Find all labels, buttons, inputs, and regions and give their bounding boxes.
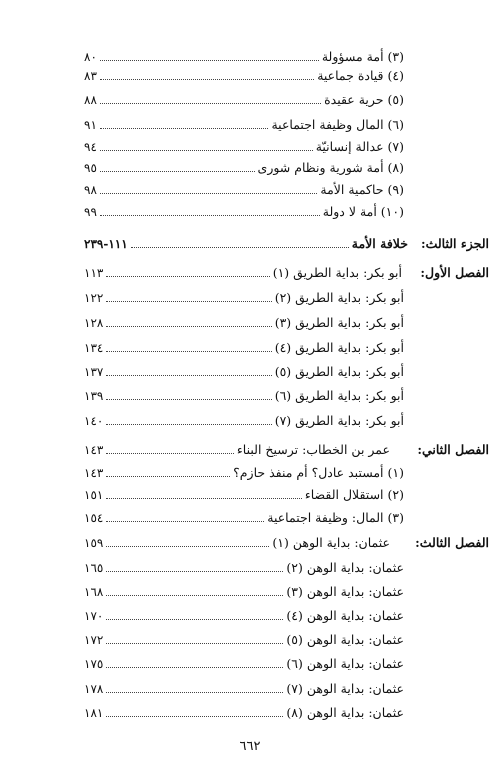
dot-leader (106, 475, 230, 477)
toc-section-label: الفصل الثالث: (415, 535, 489, 550)
toc-entry-page: ١٧٨ (84, 682, 104, 696)
dot-leader (131, 246, 349, 248)
toc-entry-page: ١٥٤ (84, 511, 104, 525)
toc-entry-title: أبو بكر: بداية الطريق (٧) (274, 413, 404, 428)
page-number: ٦٦٢ (239, 739, 261, 754)
dot-leader (100, 170, 255, 172)
toc-entry-title: أبو بكر: بداية الطريق (١) (272, 265, 402, 280)
toc-entry (84, 630, 404, 650)
dot-leader (106, 618, 283, 620)
dot-leader (106, 666, 283, 668)
dot-leader (106, 423, 271, 425)
toc-entry (84, 558, 404, 578)
dot-leader (106, 570, 283, 572)
toc-entry (84, 703, 404, 723)
toc-entry (84, 263, 402, 283)
toc-entry-title: (٤) قيادة جماعية (317, 68, 404, 83)
toc-entry-page: ٩٨ (84, 183, 97, 197)
dot-leader (106, 642, 283, 644)
toc-entry-page: ١١١-٢٣٩ (84, 237, 128, 251)
toc-entry-page: ٩١ (84, 118, 97, 132)
dot-leader (100, 192, 317, 194)
toc-entry (84, 66, 404, 86)
toc-entry (84, 463, 404, 483)
toc-entry (84, 90, 404, 110)
dot-leader (100, 127, 269, 129)
toc-entry-title: أبو بكر: بداية الطريق (٥) (274, 364, 404, 379)
dot-leader (100, 78, 314, 80)
toc-entry-title: (٣) المال: وظيفة اجتماعية (267, 510, 404, 525)
toc-entry-title: (١٠) أمة لا دولة (322, 204, 404, 219)
toc-entry-page: ١٦٥ (84, 561, 104, 575)
dot-leader (100, 149, 313, 151)
toc-entry-title: (٧) عدالة إنسانيّة (315, 139, 404, 154)
dot-leader (106, 520, 264, 522)
toc-entry-page: ١٤٣ (84, 466, 104, 480)
toc-entry (84, 202, 404, 222)
dot-leader (100, 59, 319, 61)
toc-entry-page: ٨٠ (84, 50, 97, 64)
toc-entry (84, 485, 404, 505)
toc-entry (84, 288, 404, 308)
toc-entry-title: (٨) أمة شورية ونظام شورى (257, 160, 404, 175)
toc-entry (84, 313, 404, 333)
dot-leader (100, 102, 321, 104)
toc-entry-title: عثمان: بداية الوهن (٣) (286, 584, 404, 599)
toc-entry-page: ١٥٩ (84, 536, 104, 550)
toc-entry-title: (٦) المال وظيفة اجتماعية (271, 117, 404, 132)
toc-entry (84, 533, 390, 553)
toc-entry (84, 411, 404, 431)
dot-leader (106, 275, 269, 277)
toc-entry-title: عثمان: بداية الوهن (٦) (286, 656, 404, 671)
toc-entry-title: (١) أمستبد عادل؟ أم منفذ حازم؟ (233, 465, 404, 480)
toc-entry-page: ١٥١ (84, 488, 104, 502)
toc-entry-title: أبو بكر: بداية الطريق (٢) (274, 290, 404, 305)
toc-entry-title: عثمان: بداية الوهن (٤) (286, 608, 404, 623)
dot-leader (106, 325, 271, 327)
toc-entry-page: ١٦٨ (84, 585, 104, 599)
toc-entry-page: ٩٥ (84, 161, 97, 175)
toc-entry (84, 180, 404, 200)
dot-leader (106, 300, 271, 302)
dot-leader (100, 214, 320, 216)
toc-entry-title: عثمان: بداية الوهن (٥) (286, 632, 404, 647)
toc-entry-title: خلافة الأمة (351, 236, 408, 251)
toc-entry-page: ١٧٢ (84, 633, 104, 647)
dot-leader (106, 398, 271, 400)
toc-entry (84, 234, 408, 254)
toc-entry-title: (٥) حرية عقيدة (324, 92, 404, 107)
toc-entry-title: عثمان: بداية الوهن (١) (272, 535, 390, 550)
dot-leader (106, 594, 283, 596)
toc-section-label: الجزء الثالث: (420, 236, 489, 251)
toc-entry-title: أبو بكر: بداية الطريق (٤) (274, 340, 404, 355)
toc-entry (84, 137, 404, 157)
toc-entry (84, 582, 404, 602)
toc-entry-page: ١٧٠ (84, 609, 104, 623)
toc-entry-title: (٩) حاكمية الأمة (320, 182, 404, 197)
toc-entry-title: عثمان: بداية الوهن (٢) (286, 560, 404, 575)
dot-leader (106, 715, 283, 717)
toc-entry (84, 679, 404, 699)
toc-entry-title: (٣) أمة مسؤولة (321, 49, 404, 64)
toc-entry-page: ١٧٥ (84, 657, 104, 671)
toc-entry-page: ٨٨ (84, 93, 97, 107)
toc-entry-page: ١٣٩ (84, 389, 104, 403)
toc-entry-title: عمر بن الخطاب: ترسيخ البناء (236, 442, 390, 457)
toc-section-label: الفصل الأول: (420, 265, 489, 280)
toc-entry (84, 115, 404, 135)
dot-leader (106, 545, 269, 547)
toc-entry-page: ١٢٢ (84, 291, 104, 305)
toc-entry (84, 158, 404, 178)
toc-entry-page: ١١٣ (84, 266, 104, 280)
toc-entry (84, 508, 404, 528)
toc-entry-title: عثمان: بداية الوهن (٧) (286, 681, 404, 696)
toc-entry-page: ١٢٨ (84, 316, 104, 330)
toc-entry-page: ٩٩ (84, 205, 97, 219)
toc-entry-page: ١٨١ (84, 706, 104, 720)
toc-entry-page: ١٣٤ (84, 341, 104, 355)
toc-entry (84, 47, 404, 67)
dot-leader (106, 374, 271, 376)
toc-entry-title: عثمان: بداية الوهن (٨) (286, 705, 404, 720)
dot-leader (106, 497, 302, 499)
toc-entry-page: ١٤٠ (84, 414, 104, 428)
toc-entry (84, 440, 390, 460)
toc-entry-title: (٢) استقلال القضاء (304, 487, 404, 502)
toc-entry-page: ٩٤ (84, 140, 97, 154)
toc-entry-title: أبو بكر: بداية الطريق (٦) (274, 388, 404, 403)
toc-entry (84, 338, 404, 358)
toc-entry-page: ١٣٧ (84, 365, 104, 379)
dot-leader (106, 691, 283, 693)
toc-entry-title: أبو بكر: بداية الطريق (٣) (274, 315, 404, 330)
toc-entry (84, 362, 404, 382)
toc-section-label: الفصل الثاني: (417, 442, 489, 457)
toc-entry-page: ٨٣ (84, 69, 97, 83)
dot-leader (106, 350, 271, 352)
dot-leader (106, 452, 234, 454)
toc-entry (84, 654, 404, 674)
toc-entry-page: ١٤٣ (84, 443, 104, 457)
toc-entry (84, 386, 404, 406)
toc-entry (84, 606, 404, 626)
